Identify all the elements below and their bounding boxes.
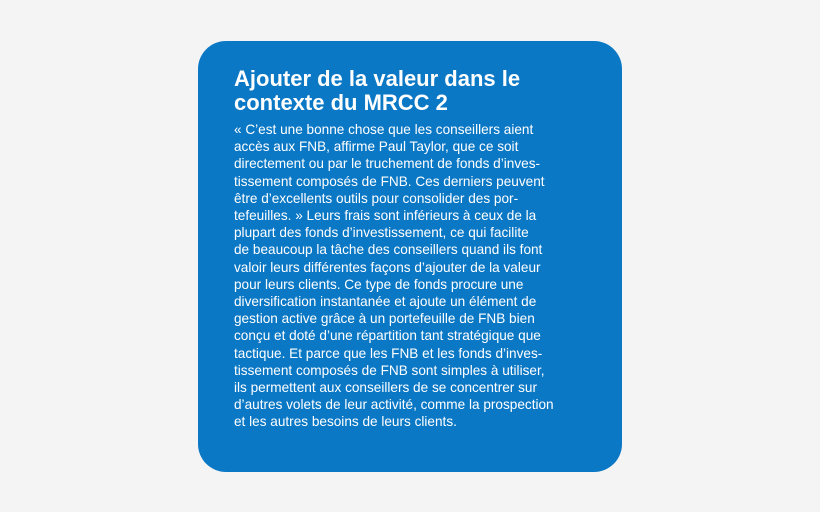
body-line: tissement composés de FNB sont simples à utiliser, — [234, 362, 545, 378]
body-line: tissement composés de FNB. Ces derniers peuvent — [234, 173, 545, 189]
body-line: être d’excellents outils pour consolider des por- — [234, 190, 519, 206]
card-title-line: contexte du MRCC 2 — [234, 90, 448, 115]
body-line: directement ou par le truchement de fonds d’inves- — [234, 156, 541, 172]
card-body — [234, 121, 598, 431]
body-line: d’autres volets de leur activité, comme la prospection — [234, 397, 554, 413]
body-line: diversification instantanée et ajoute un élément de — [234, 294, 537, 310]
body-line: accès aux FNB, affirme Paul Taylor, que ce soit — [234, 139, 519, 155]
body-line: tefeuilles. » Leurs frais sont inférieurs à ceux de la — [234, 208, 537, 224]
info-card — [198, 41, 622, 472]
body-line: de beaucoup la tâche des conseillers quand ils font — [234, 242, 543, 258]
body-line: valoir leurs différentes façons d’ajouter de la valeur — [234, 259, 541, 275]
body-line: plupart des fonds d’investissement, ce qui facilite — [234, 225, 529, 241]
body-line: pour leurs clients. Ce type de fonds procure une — [234, 276, 524, 292]
card-title — [234, 67, 598, 115]
body-line: gestion active grâce à un portefeuille de FNB bien — [234, 311, 535, 327]
body-line: tactique. Et parce que les FNB et les fonds d’inves- — [234, 345, 543, 361]
body-line: et les autres besoins de leurs clients. — [234, 414, 457, 430]
body-line: « C’est une bonne chose que les conseillers aient — [234, 122, 534, 137]
body-line: ils permettent aux conseillers de se concentrer sur — [234, 380, 537, 396]
card-title-line: Ajouter de la valeur dans le — [234, 66, 521, 91]
body-line: conçu et doté d’une répartition tant stratégique que — [234, 328, 541, 344]
